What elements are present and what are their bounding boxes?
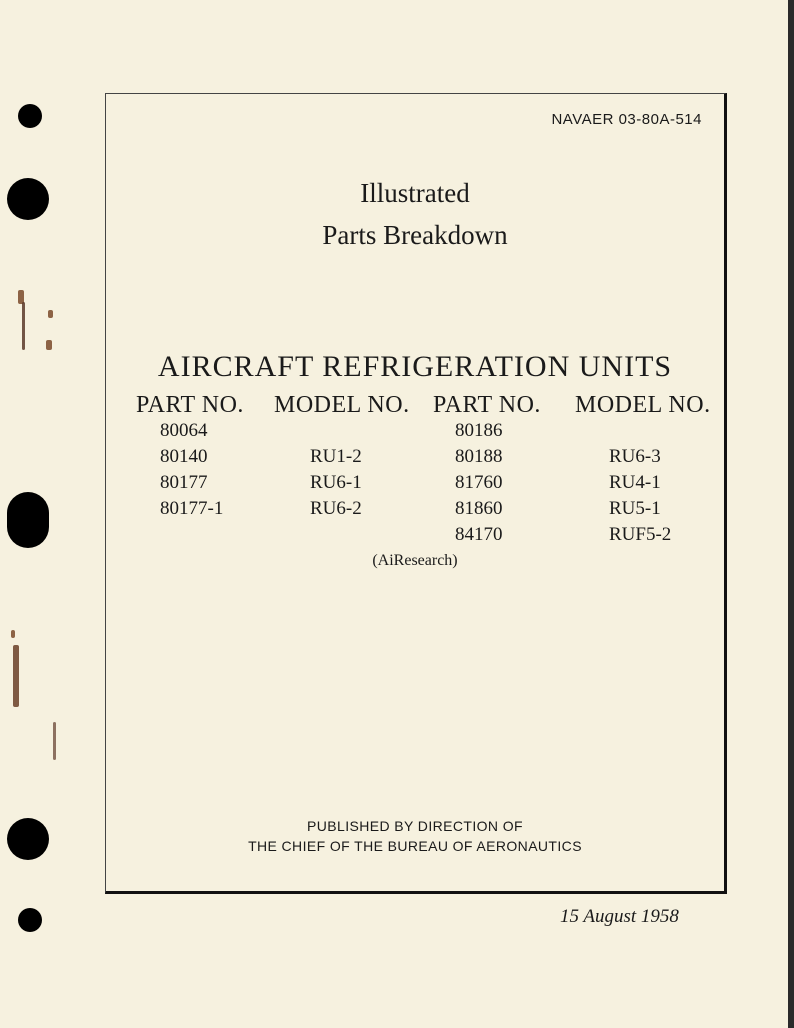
page-right-edge — [788, 0, 794, 1028]
main-title: AIRCRAFT REFRIGERATION UNITS — [157, 350, 673, 383]
rust-mark — [48, 310, 53, 318]
model-column-left — [274, 392, 410, 522]
title-line-1: Illustrated — [360, 178, 470, 208]
binder-hole — [7, 818, 49, 860]
document-number: NAVAER 03-80A-514 — [551, 111, 702, 128]
content-frame — [105, 93, 727, 894]
model-number: RU6-2 — [310, 498, 362, 519]
model-number: RU6-1 — [310, 472, 362, 493]
model-number: RU6-3 — [609, 446, 661, 467]
model-number — [609, 418, 711, 444]
publisher-line-2: THE CHIEF OF THE BUREAU OF AERONAUTICS — [248, 838, 582, 854]
title-line-2: Parts Breakdown — [322, 220, 508, 250]
rust-mark — [46, 340, 52, 350]
part-number: 81860 — [455, 498, 503, 519]
rust-mark — [53, 722, 56, 760]
rust-mark — [13, 645, 19, 707]
part-number: 80186 — [455, 420, 503, 441]
rust-mark — [22, 302, 25, 350]
publication-date: 15 August 1958 — [560, 906, 679, 927]
binder-hole — [7, 492, 49, 548]
model-number: RUF5-2 — [609, 524, 672, 545]
rust-mark — [11, 630, 15, 638]
part-number: 80177-1 — [160, 498, 224, 519]
model-header: MODEL NO. — [575, 392, 711, 418]
model-header: MODEL NO. — [274, 392, 410, 418]
part-number: 81760 — [455, 472, 503, 493]
binder-hole — [18, 908, 42, 932]
part-column-left — [136, 392, 244, 522]
binder-hole — [7, 178, 49, 220]
binder-hole — [18, 104, 42, 128]
model-number: RU1-2 — [310, 446, 362, 467]
part-number: 80064 — [160, 420, 208, 441]
model-number — [310, 418, 410, 444]
part-number: 80177 — [160, 472, 208, 493]
manufacturer-label: (AiResearch) — [372, 552, 458, 569]
part-header: PART NO. — [433, 392, 541, 418]
publisher-line-1: PUBLISHED BY DIRECTION OF — [307, 818, 523, 834]
model-number: RU5-1 — [609, 498, 661, 519]
part-column-right — [433, 392, 541, 548]
part-header: PART NO. — [136, 392, 244, 418]
part-number: 84170 — [455, 524, 503, 545]
model-number: RU4-1 — [609, 472, 661, 493]
part-number: 80188 — [455, 446, 503, 467]
model-column-right — [575, 392, 711, 548]
part-number: 80140 — [160, 446, 208, 467]
